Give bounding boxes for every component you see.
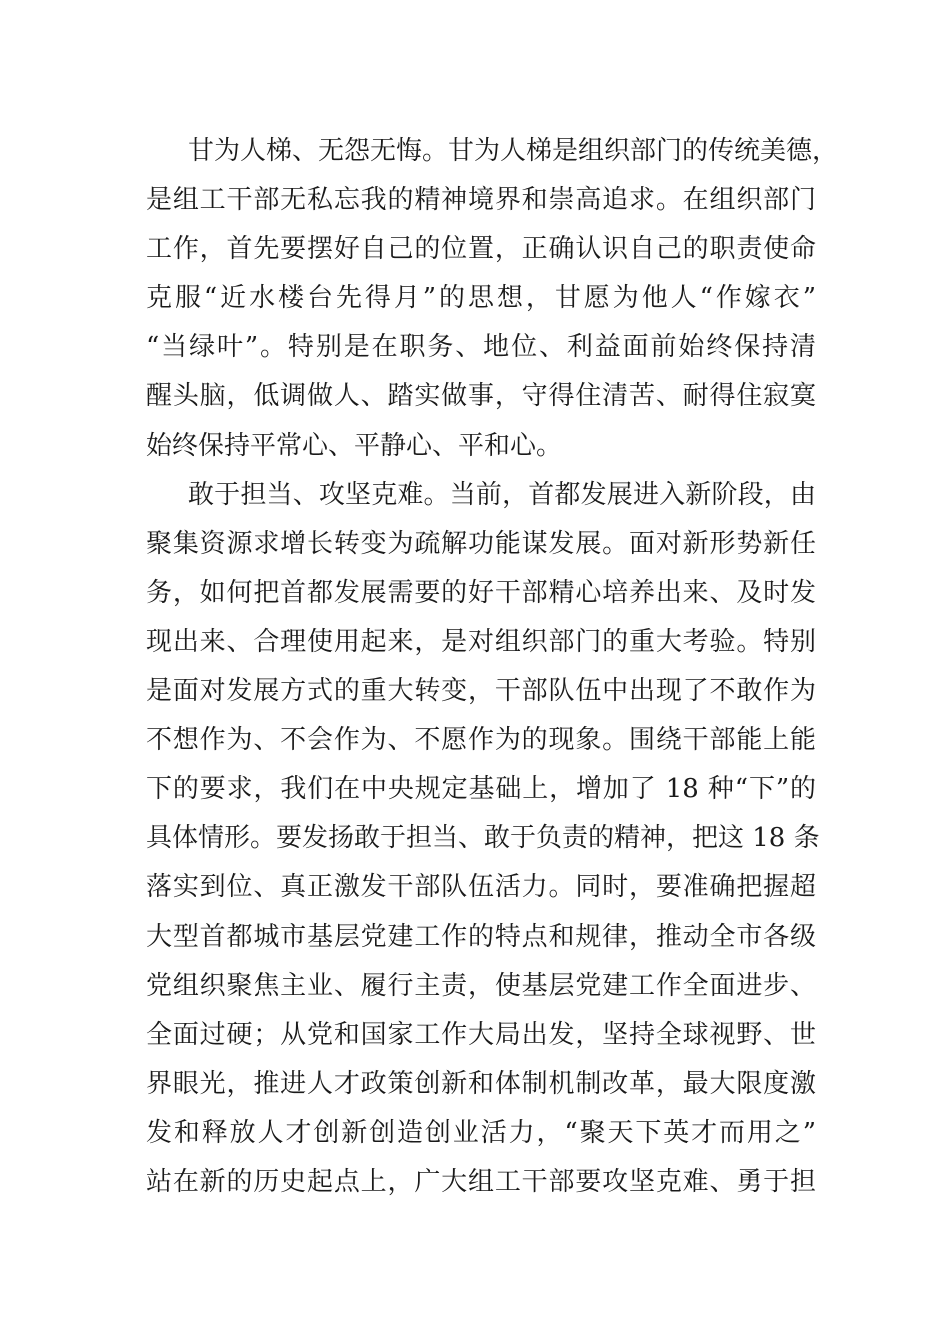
paragraph-line: 工作，首先要摆好自己的位置，正确认识自己的职责使命	[146, 234, 816, 265]
paragraph-line: 是面对发展方式的重大转变，干部队伍中出现了不敢作为	[146, 676, 816, 707]
paragraph-line: 克服“近水楼台先得月”的思想，甘愿为他人“作嫁衣”	[146, 283, 816, 314]
paragraph-line: 始终保持平常心、平静心、平和心。	[146, 430, 563, 461]
paragraph-line: 现出来、合理使用起来，是对组织部门的重大考验。特别	[146, 626, 816, 657]
document-body	[146, 127, 839, 1207]
paragraph-line: 是组工干部无私忘我的精神境界和崇高追求。在组织部门	[146, 185, 816, 216]
paragraph-1	[146, 127, 839, 471]
paragraph-line: 下的要求，我们在中央规定基础上，增加了 18 种“下”的	[146, 774, 816, 805]
paragraph-2	[146, 471, 820, 1207]
paragraph-line: 具体情形。要发扬敢于担当、敢于负责的精神，把这 18 条	[146, 823, 820, 854]
paragraph-line: 聚集资源求增长转变为疏解功能谋发展。面对新形势新任	[146, 528, 816, 559]
paragraph-line: 落实到位、真正激发干部队伍活力。同时，要准确把握超	[146, 872, 816, 903]
paragraph-line: 敢于担当、攻坚克难。当前，首都发展进入新阶段，由	[188, 479, 816, 510]
paragraph-line: 发和释放人才创新创造创业活力，“聚天下英才而用之”	[146, 1117, 816, 1148]
paragraph-line: 全面过硬；从党和国家工作大局出发，坚持全球视野、世	[146, 1019, 816, 1050]
paragraph-line: 不想作为、不会作为、不愿作为的现象。围绕干部能上能	[146, 725, 816, 756]
paragraph-line: 党组织聚焦主业、履行主责，使基层党建工作全面进步、	[146, 970, 816, 1001]
paragraph-line: “当绿叶”。特别是在职务、地位、利益面前始终保持清	[146, 332, 816, 363]
paragraph-line: 界眼光，推进人才政策创新和体制机制改革，最大限度激	[146, 1068, 816, 1099]
paragraph-line: 大型首都城市基层党建工作的特点和规律，推动全市各级	[146, 921, 816, 952]
paragraph-line: 务，如何把首都发展需要的好干部精心培养出来、及时发	[146, 577, 816, 608]
paragraph-line: 醒头脑，低调做人、踏实做事，守得住清苦、耐得住寂寞	[146, 381, 816, 412]
paragraph-line: 站在新的历史起点上，广大组工干部要攻坚克难、勇于担	[146, 1166, 816, 1197]
paragraph-line: 甘为人梯、无怨无悔。甘为人梯是组织部门的传统美德，	[188, 136, 839, 166]
